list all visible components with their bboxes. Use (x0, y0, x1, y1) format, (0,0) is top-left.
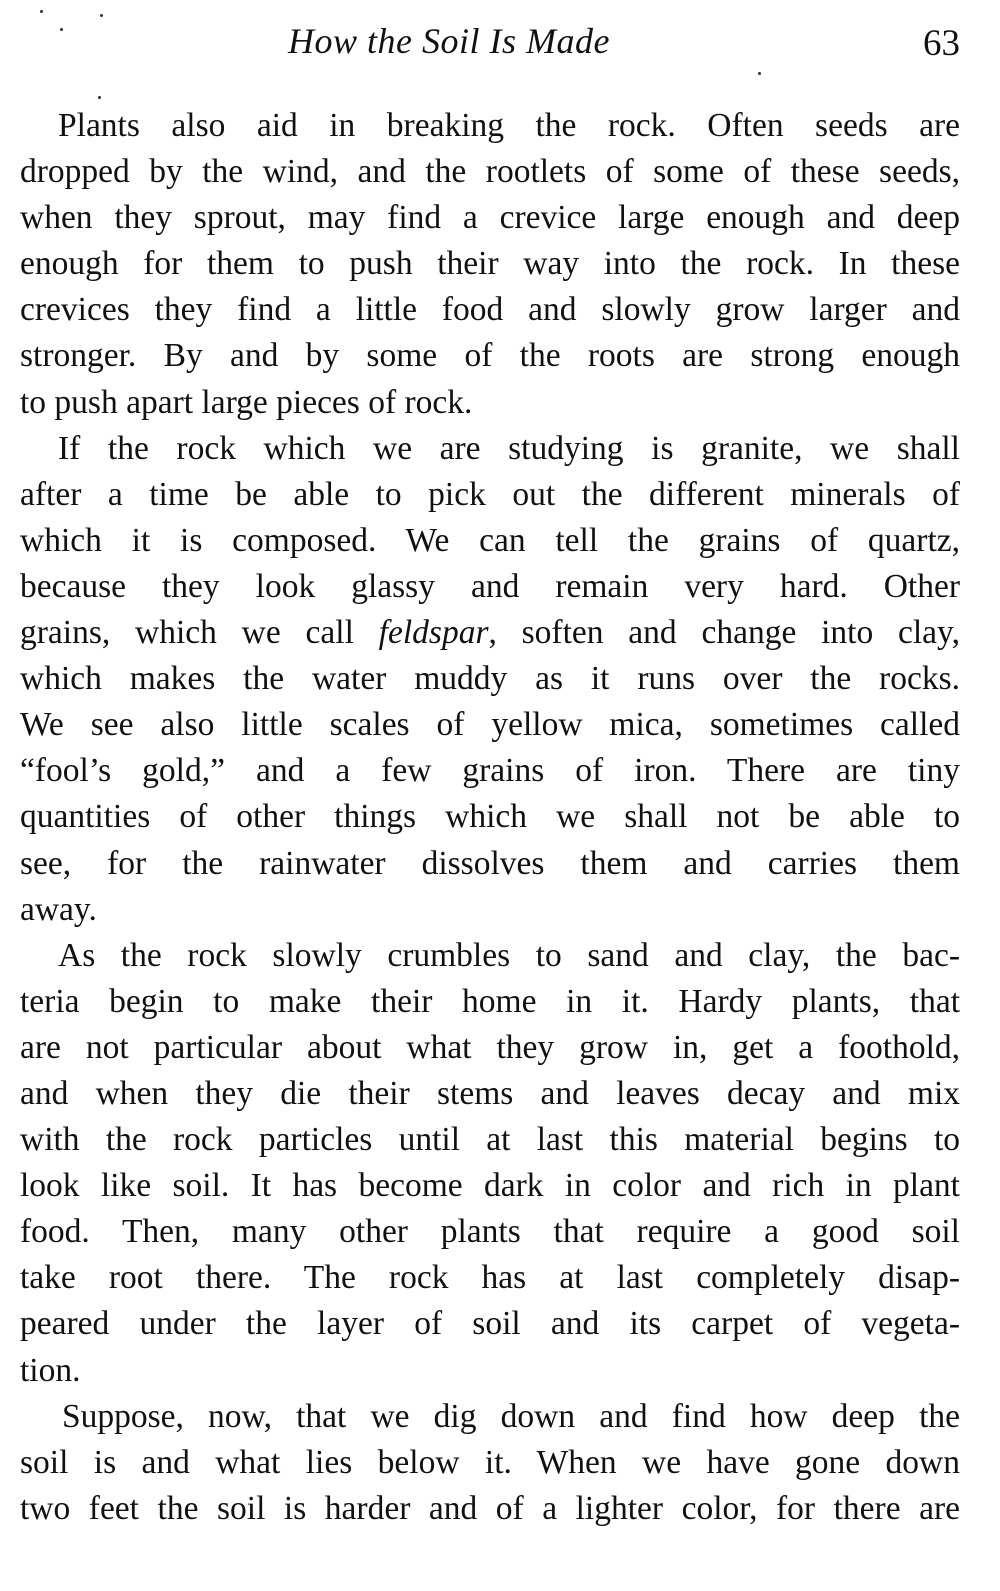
text-line: two feet the soil is harder and of a lighter color, for there are (20, 1489, 960, 1527)
text-line: with the rock particles until at last this material begins to (20, 1121, 960, 1159)
text-line: which makes the water muddy as it runs over the rocks. (20, 660, 960, 698)
text-line: teria begin to make their home in it. Hardy plants, that (20, 982, 960, 1020)
running-title: How the Soil Is Made (288, 21, 610, 61)
scan-speck (40, 10, 43, 13)
text-line: As the rock slowly crumbles to sand and clay, the bac- (58, 936, 960, 974)
paragraph-granite (20, 426, 960, 933)
scan-speck (60, 28, 63, 31)
text-line: peared under the layer of soil and its carpet of vegeta- (20, 1305, 960, 1343)
text-line: crevices they find a little food and slowly grow larger and (20, 291, 960, 329)
text-fragment: , soften and change into clay, (488, 614, 960, 652)
text-line: Plants also aid in breaking the rock. Often seeds are (58, 107, 960, 144)
text-line: enough for them to push their way into the rock. In these (20, 245, 960, 283)
scan-speck (98, 96, 101, 99)
text-line: after a time be able to pick out the different minerals of (20, 475, 960, 513)
text-line: quantities of other things which we shall not be able to (20, 798, 960, 836)
text-line: “fool’s gold,” and a few grains of iron. There are tiny (20, 752, 960, 790)
body-text (20, 103, 960, 1532)
scan-speck (100, 14, 103, 17)
text-line: If the rock which we are studying is granite, we shall (58, 429, 960, 467)
text-line: which it is composed. We can tell the grains of quartz, (20, 521, 960, 559)
text-line: stronger. By and by some of the roots are strong enough (20, 337, 960, 375)
italic-term-feldspar: feldspar (378, 614, 489, 652)
text-line: We see also little scales of yellow mica, sometimes called (20, 706, 960, 744)
text-line: food. Then, many other plants that require a good soil (20, 1213, 960, 1251)
text-line: soil is and what lies below it. When we have gone down (20, 1443, 960, 1481)
page-header (0, 20, 1000, 70)
text-line: when they sprout, may find a crevice large enough and deep (20, 199, 960, 237)
text-line: tion. (20, 1351, 81, 1389)
text-line: and when they die their stems and leaves decay and mix (20, 1074, 960, 1112)
text-fragment: grains, which we call (20, 614, 379, 652)
text-line: take root there. The rock has at last completely disap- (20, 1259, 960, 1297)
paragraph-crumbles (20, 933, 960, 1394)
text-line-feldspar (20, 610, 960, 656)
text-line: see, for the rainwater dissolves them and carries them (20, 844, 960, 882)
text-line: to push apart large pieces of rock. (20, 383, 473, 421)
text-line: because they look glassy and remain very hard. Other (20, 567, 960, 605)
text-line: away. (20, 890, 97, 928)
text-line: Suppose, now, that we dig down and find how deep the (62, 1397, 960, 1435)
text-line: dropped by the wind, and the rootlets of some of these seeds, (20, 153, 960, 191)
paragraph-dig-down (20, 1394, 960, 1532)
paragraph-plants (20, 103, 960, 426)
text-line: look like soil. It has become dark in color and rich in plant (20, 1167, 960, 1205)
text-line: are not particular about what they grow in, get a foothold, (20, 1028, 960, 1066)
scan-speck (758, 72, 761, 75)
page-number: 63 (923, 23, 960, 64)
